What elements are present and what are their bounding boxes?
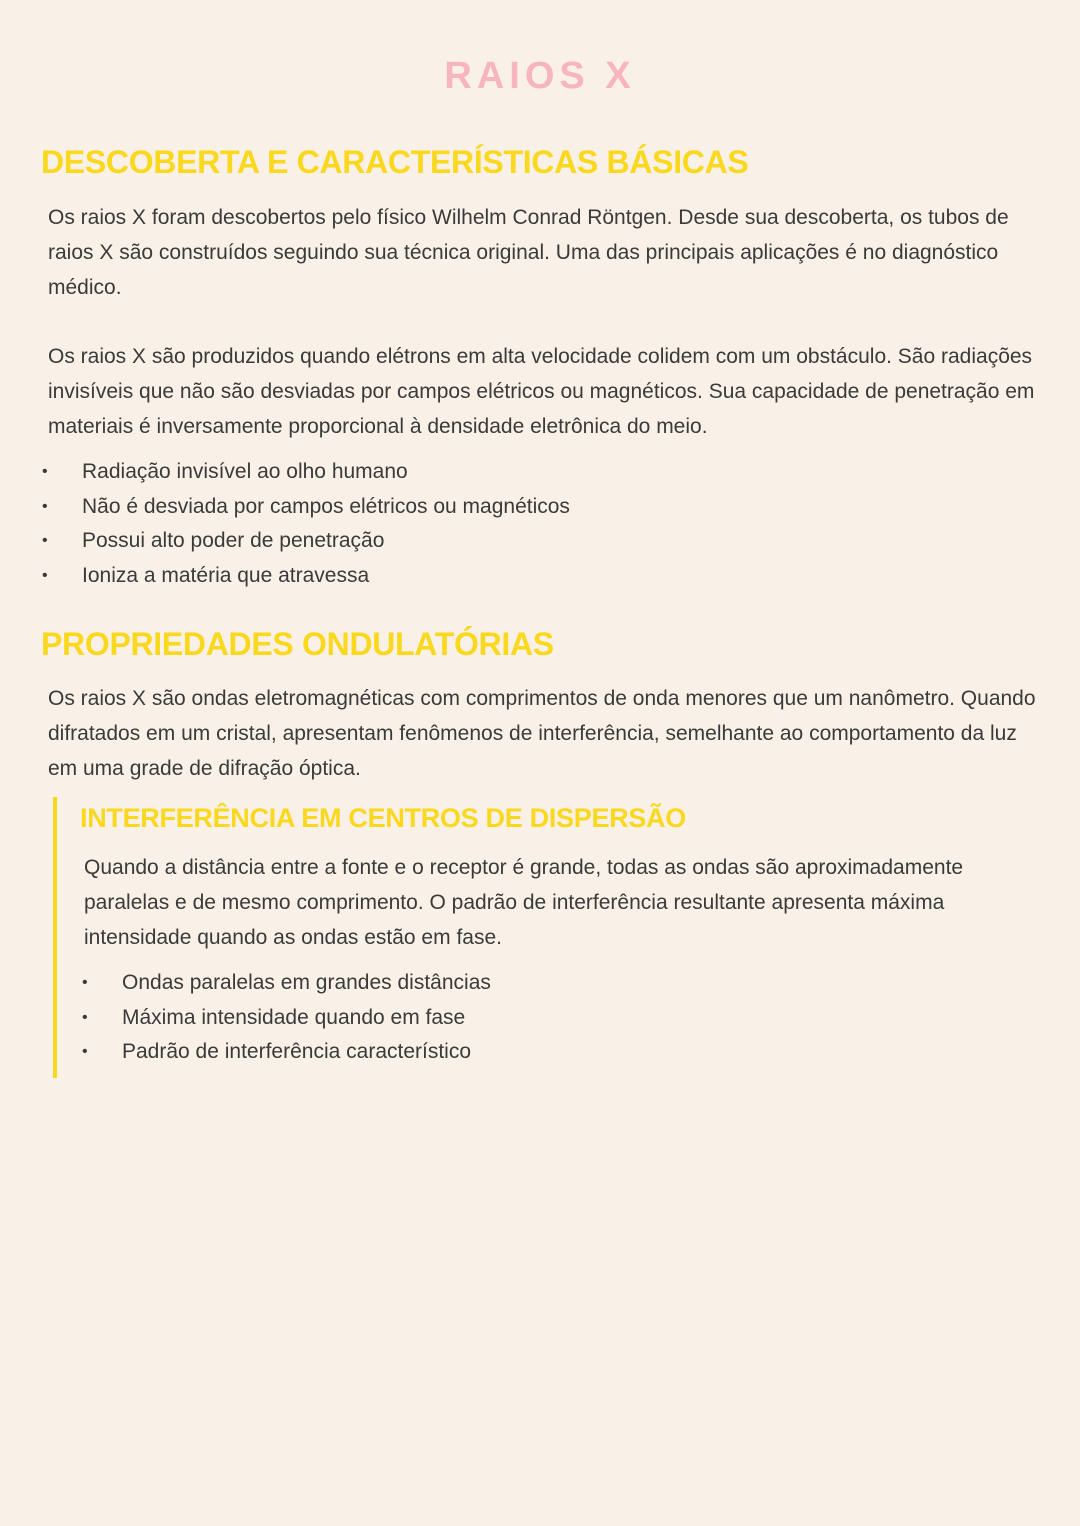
bullet-list-caracteristicas (42, 455, 570, 594)
bullet-icon: • (82, 1043, 88, 1061)
bullet-icon: • (82, 974, 88, 991)
paragraph-ondulatorias: Os raios X são ondas eletromagnéticas com comprimentos de onda menores que um nanômetro. Quando difratados em um cristal, apresentam fenômenos de interferência, semelhante ao comportamento da luz em uma grade de difração óptica. (48, 687, 1036, 780)
list-item-text: Ondas paralelas em grandes distâncias (122, 971, 491, 994)
paragraph-descoberta: Os raios X foram descobertos pelo físico Wilhelm Conrad Röntgen. Desde sua descoberta, os tubos de raios X são construídos seguindo sua técnica original. Uma das principais aplicações é no diagnóstico médico. (48, 206, 1009, 299)
page-title: RAIOS X (444, 55, 636, 97)
list-item (42, 524, 570, 559)
bullet-icon: • (42, 463, 48, 480)
paragraph-producao: Os raios X são produzidos quando elétrons em alta velocidade colidem com um obstáculo. São radiações invisíveis que não são desviadas por campos elétricos ou magnéticos. Sua capacidade de penetração em materiais é inversamente proporcional à densidade eletrônica do meio. (48, 345, 1035, 438)
callout-heading: INTERFERÊNCIA EM CENTROS DE DISPERSÃO (80, 803, 686, 833)
list-item (42, 455, 570, 490)
list-item-text: Padrão de interferência característico (122, 1040, 472, 1064)
callout-paragraph: Quando a distância entre a fonte e o receptor é grande, todas as ondas são aproximadamente paralelas e de mesmo comprimento. O padrão de interferência resultante apresenta máxima intensidade quando as ondas estão em fase. (84, 856, 964, 949)
bullet-icon: • (82, 1008, 88, 1026)
list-item-text: Máxima intensidade quando em fase (122, 1005, 466, 1029)
list-item (82, 1035, 491, 1070)
list-item-text: Radiação invisível ao olho humano (82, 460, 408, 483)
list-item-text: Ioniza a matéria que atravessa (82, 564, 370, 588)
section-heading-ondulatorias: PROPRIEDADES ONDULATÓRIAS (41, 626, 554, 662)
bullet-icon: • (42, 532, 48, 550)
bullet-icon: • (42, 567, 48, 585)
bullet-list-interferencia (82, 966, 491, 1070)
list-item-text: Não é desviada por campos elétricos ou magnéticos (82, 494, 570, 518)
bullet-icon: • (42, 497, 48, 515)
list-item-text: Possui alto poder de penetração (82, 529, 385, 553)
list-item (82, 966, 491, 1001)
list-item (42, 559, 570, 594)
callout-box (53, 797, 1017, 1078)
list-item (42, 490, 570, 525)
section-heading-descoberta: DESCOBERTA E CARACTERÍSTICAS BÁSICAS (41, 144, 749, 180)
list-item (82, 1001, 491, 1036)
